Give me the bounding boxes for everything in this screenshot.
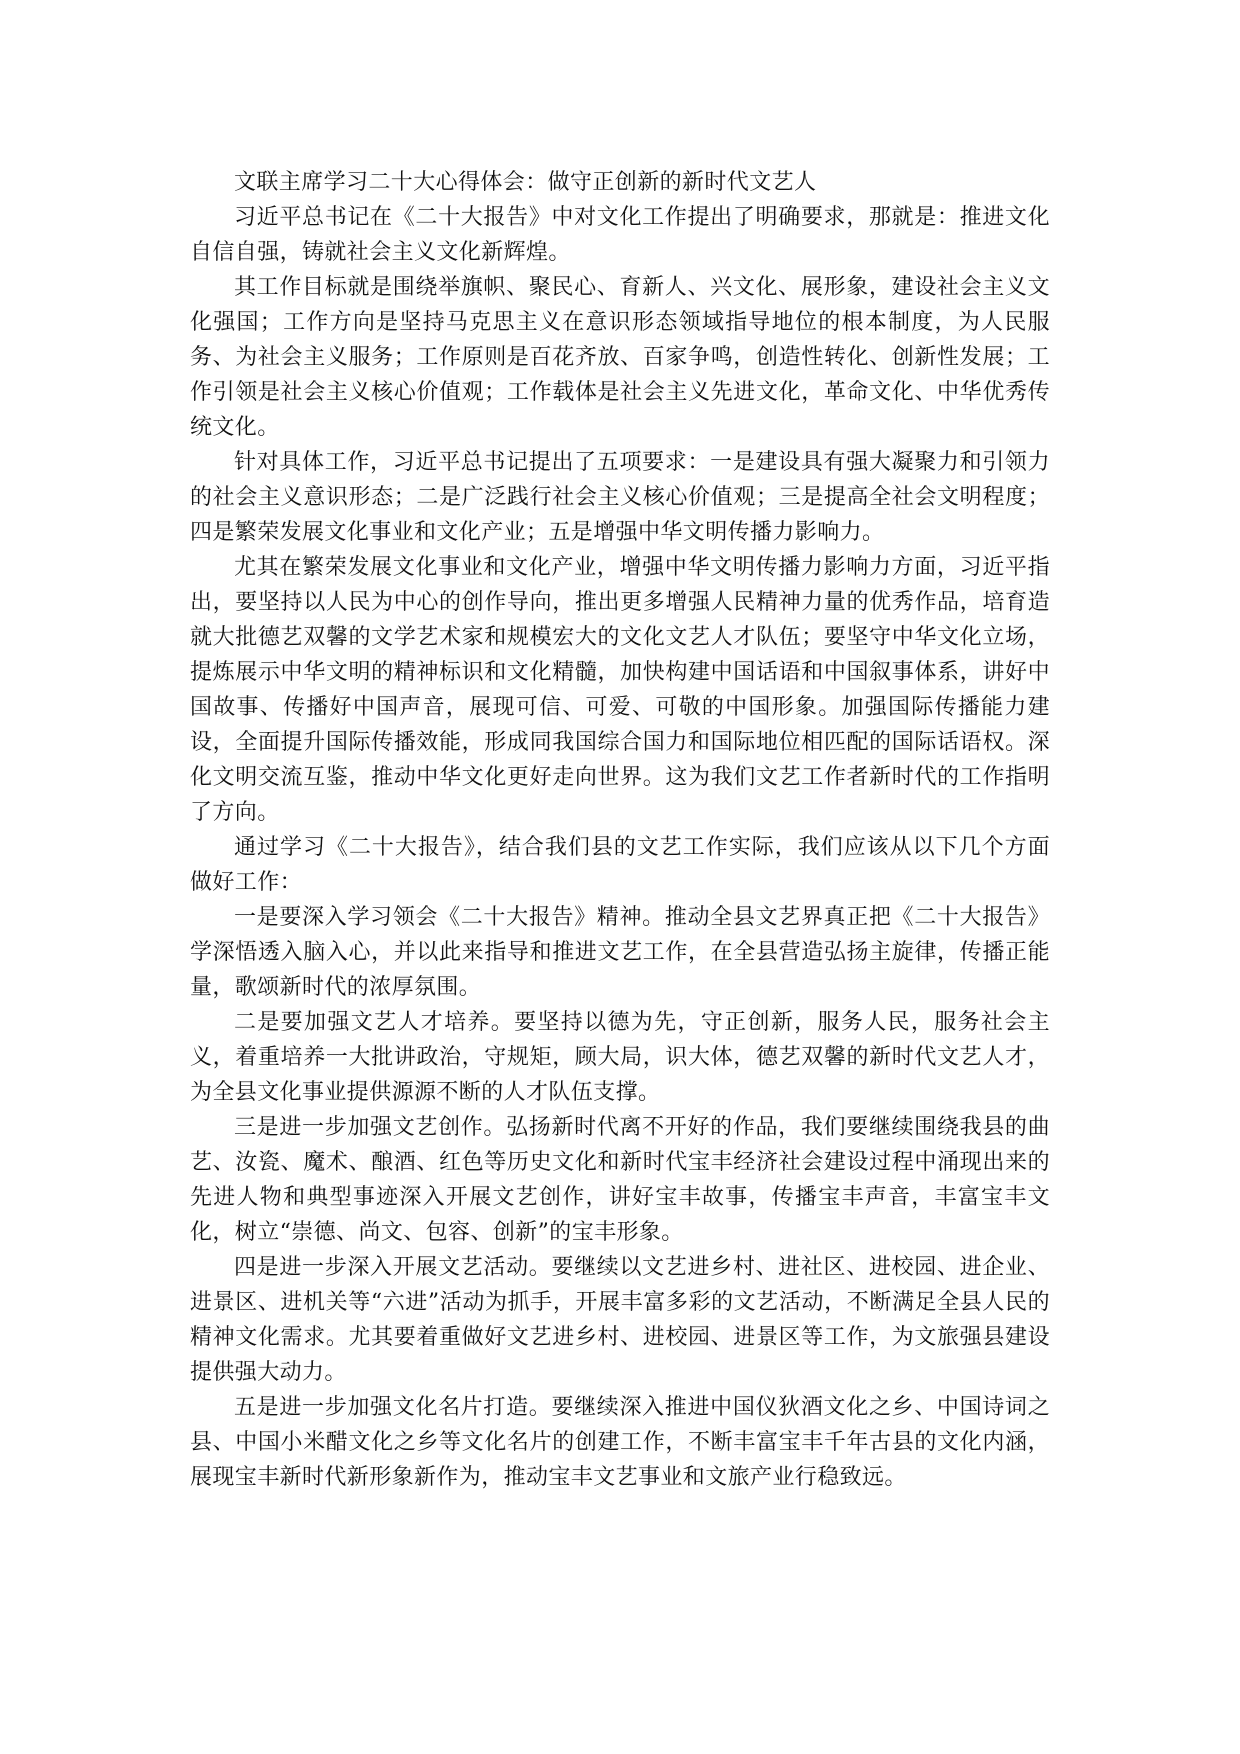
paragraph-8: 三是进一步加强文艺创作。弘扬新时代离不开好的作品，我们要继续围绕我县的曲艺、汝瓷、魔术、酿酒、红色等历史文化和新时代宝丰经济社会建设过程中涌现出来的先进人物和典型事迹深入开展文艺创作，讲好宝丰故事，传播宝丰声音，丰富宝丰文化，树立“崇德、尚文、包容、创新”的宝丰形象。 <box>190 1115 1050 1245</box>
paragraph-10: 五是进一步加强文化名片打造。要继续深入推进中国仪狄酒文化之乡、中国诗词之县、中国小米醋文化之乡等文化名片的创建工作，不断丰富宝丰千年古县的文化内涵，展现宝丰新时代新形象新作为，推动宝丰文艺事业和文旅产业行稳致远。 <box>190 1395 1050 1490</box>
document-title: 文联主席学习二十大心得体会：做守正创新的新时代文艺人 <box>234 170 817 195</box>
paragraph-5: 通过学习《二十大报告》，结合我们县的文艺工作实际，我们应该从以下几个方面做好工作： <box>190 835 1050 895</box>
document-body <box>190 165 1050 1495</box>
paragraph-4: 尤其在繁荣发展文化事业和文化产业，增强中华文明传播力影响力方面，习近平指出，要坚持以人民为中心的创作导向，推出更多增强人民精神力量的优秀作品，培育造就大批德艺双馨的文学艺术家和规模宏大的文化文艺人才队伍；要坚守中华文化立场，提炼展示中华文明的精神标识和文化精髓，加快构建中国话语和中国叙事体系，讲好中国故事、传播好中国声音，展现可信、可爱、可敬的中国形象。加强国际传播能力建设，全面提升国际传播效能，形成同我国综合国力和国际地位相匹配的国际话语权。深化文明交流互鉴，推动中华文化更好走向世界。这为我们文艺工作者新时代的工作指明了方向。 <box>190 555 1050 825</box>
paragraph-3: 针对具体工作，习近平总书记提出了五项要求：一是建设具有强大凝聚力和引领力的社会主义意识形态；二是广泛践行社会主义核心价值观；三是提高全社会文明程度；四是繁荣发展文化事业和文化产业；五是增强中华文明传播力影响力。 <box>190 450 1050 545</box>
paragraph-6: 一是要深入学习领会《二十大报告》精神。推动全县文艺界真正把《二十大报告》学深悟透入脑入心，并以此来指导和推进文艺工作，在全县营造弘扬主旋律，传播正能量，歌颂新时代的浓厚氛围。 <box>190 905 1050 1000</box>
paragraph-2: 其工作目标就是围绕举旗帜、聚民心、育新人、兴文化、展形象，建设社会主义文化强国；工作方向是坚持马克思主义在意识形态领域指导地位的根本制度，为人民服务、为社会主义服务；工作原则是百花齐放、百家争鸣，创造性转化、创新性发展；工作引领是社会主义核心价值观；工作载体是社会主义先进文化，革命文化、中华优秀传统文化。 <box>190 275 1050 440</box>
paragraph-7: 二是要加强文艺人才培养。要坚持以德为先，守正创新，服务人民，服务社会主义，着重培养一大批讲政治，守规矩，顾大局，识大体，德艺双馨的新时代文艺人才，为全县文化事业提供源源不断的人才队伍支撑。 <box>190 1010 1050 1105</box>
paragraph-9: 四是进一步深入开展文艺活动。要继续以文艺进乡村、进社区、进校园、进企业、进景区、进机关等“六进”活动为抓手，开展丰富多彩的文艺活动，不断满足全县人民的精神文化需求。尤其要着重做好文艺进乡村、进校园、进景区等工作，为文旅强县建设提供强大动力。 <box>190 1255 1050 1385</box>
paragraph-1: 习近平总书记在《二十大报告》中对文化工作提出了明确要求，那就是：推进文化自信自强，铸就社会主义文化新辉煌。 <box>190 205 1050 265</box>
